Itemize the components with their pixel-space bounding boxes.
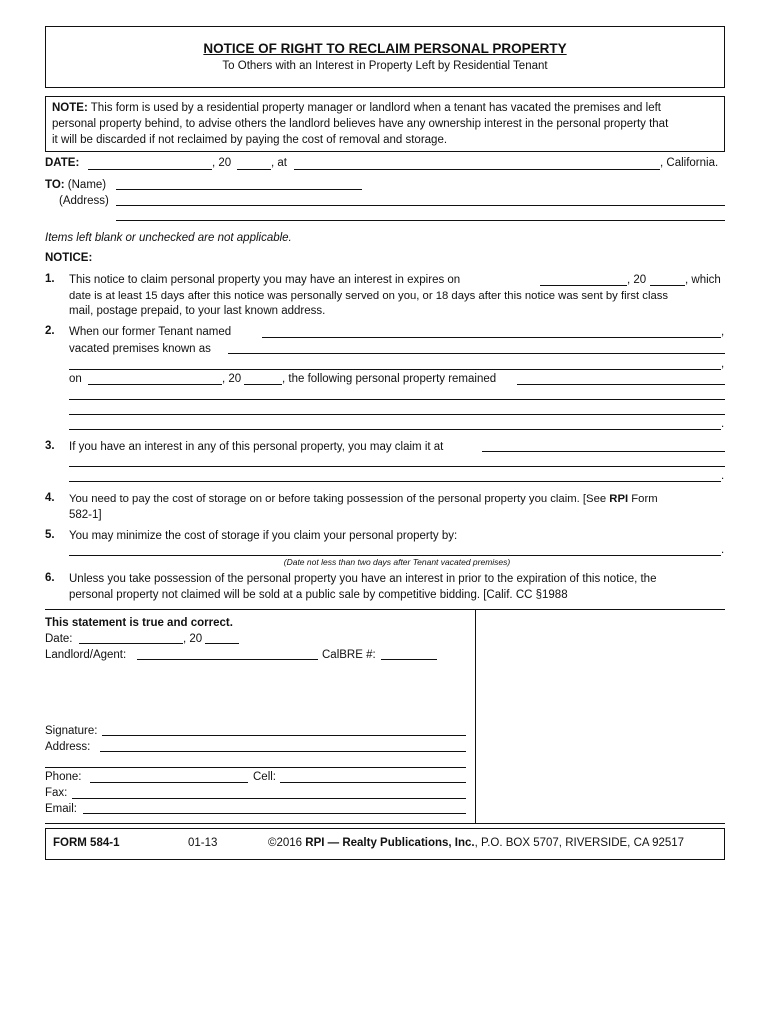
item-2-comma-2: , — [721, 358, 725, 370]
item-3-period: . — [721, 470, 725, 482]
to-label: TO: — [45, 179, 65, 191]
calbre-field[interactable] — [381, 659, 437, 660]
address-field-2[interactable] — [45, 767, 466, 768]
to-name-label: (Name) — [67, 179, 107, 191]
claim-location-field-3[interactable] — [69, 481, 721, 482]
statement-title: This statement is true and correct. — [45, 617, 233, 629]
email-label: Email: — [45, 803, 77, 815]
item-1-expiry-date[interactable] — [540, 285, 627, 286]
section-divider-bottom — [45, 823, 725, 824]
fax-label: Fax: — [45, 787, 68, 799]
date-year-field[interactable] — [237, 169, 271, 170]
note-text-1: This form is used by a residential property manager or landlord when a tenant has vacated the premises and left — [90, 102, 661, 114]
item-1-line-2: date is at least 15 days after this notice was personally served on you, or 18 days after this notice was sent by first class — [69, 290, 669, 302]
note-line-3: it will be discarded if not reclaimed by paying the cost of removal and storage. — [52, 134, 448, 146]
calbre-label: CalBRE #: — [322, 649, 376, 661]
date-year-prefix: , 20 — [212, 157, 232, 169]
statement-date-label: Date: — [45, 633, 73, 645]
phone-label: Phone: — [45, 771, 82, 783]
item-2-comma: , — [721, 326, 725, 338]
note-label: NOTE: — [52, 102, 88, 114]
item-3-number: 3. — [45, 440, 55, 452]
item-1-which: , which — [685, 274, 721, 286]
item-6-line-1: Unless you take possession of the personal property you have an interest in prior to the expiration of this notice, the — [69, 573, 657, 585]
tenant-name-field[interactable] — [262, 337, 721, 338]
item-2-number: 2. — [45, 325, 55, 337]
publisher-address: , P.O. BOX 5707, RIVERSIDE, CA 92517 — [474, 837, 685, 849]
item-5-period: . — [721, 544, 725, 556]
phone-field[interactable] — [90, 782, 248, 783]
section-divider-top — [45, 609, 725, 610]
item-2-tenant-label: When our former Tenant named — [69, 326, 232, 338]
property-field-4[interactable] — [69, 429, 721, 430]
address-field-1[interactable] — [100, 751, 466, 752]
property-field-2[interactable] — [69, 399, 725, 400]
item-1-year-field[interactable] — [650, 285, 685, 286]
item-1-line-3: mail, postage prepaid, to your last known address. — [69, 305, 326, 317]
vacated-date-field[interactable] — [88, 384, 222, 385]
header-box — [45, 26, 725, 88]
copyright-year: ©2016 — [268, 837, 303, 849]
item-5-number: 5. — [45, 529, 55, 541]
city-field[interactable] — [294, 169, 660, 170]
california-label: , California. — [660, 157, 719, 169]
item-6-line-2: personal property not claimed will be sold at a public sale by competitive bidding. [Calif. CC §1988 — [69, 589, 568, 601]
cell-field[interactable] — [280, 782, 466, 783]
premises-field-1[interactable] — [228, 353, 725, 354]
claim-location-field-1[interactable] — [482, 451, 725, 452]
section-divider-middle — [475, 609, 476, 824]
item-4-number: 4. — [45, 492, 55, 504]
publisher-name: RPI — Realty Publications, Inc. — [305, 837, 475, 849]
item-5-hint: (Date not less than two days after Tenant vacated premises) — [283, 557, 511, 567]
statement-year-prefix: , 20 — [183, 633, 203, 645]
to-address-label: (Address) — [59, 195, 109, 207]
form-subtitle: To Others with an Interest in Property Left by Residential Tenant — [222, 60, 548, 72]
to-name-row — [45, 178, 106, 192]
blank-note: Items left blank or unchecked are not applicable. — [45, 232, 292, 244]
signature-field[interactable] — [102, 735, 466, 736]
item-1-text: This notice to claim personal property you may have an interest in expires on — [69, 274, 461, 286]
form-title: NOTICE OF RIGHT TO RECLAIM PERSONAL PROPERTY — [203, 41, 567, 56]
notice-label: NOTICE: — [45, 252, 93, 264]
vacated-year-field[interactable] — [244, 384, 282, 385]
cell-label: Cell: — [253, 771, 277, 783]
item-6-number: 6. — [45, 572, 55, 584]
note-line-1 — [52, 101, 661, 115]
item-5-text: You may minimize the cost of storage if you claim your personal property by: — [69, 530, 458, 542]
item-1-year-prefix: , 20 — [627, 274, 647, 286]
item-3-text: If you have an interest in any of this personal property, you may claim it at — [69, 441, 444, 453]
to-address-field-2[interactable] — [116, 220, 725, 221]
date-at: , at — [271, 157, 287, 169]
item-4-form: Form — [631, 493, 658, 505]
item-1-number: 1. — [45, 273, 55, 285]
property-field-3[interactable] — [69, 414, 725, 415]
statement-year-field[interactable] — [205, 643, 239, 644]
date-label: DATE: — [45, 157, 80, 169]
item-2-premises-label: vacated premises known as — [69, 343, 211, 355]
item-2-property-label: , the following personal property remained — [282, 373, 497, 385]
signature-label: Signature: — [45, 725, 98, 737]
claim-location-field-2[interactable] — [69, 466, 725, 467]
agent-label: Landlord/Agent: — [45, 649, 127, 661]
claim-by-date-field[interactable] — [69, 555, 721, 556]
item-4-line-2: 582-1] — [69, 509, 102, 521]
item-2-period: . — [721, 418, 725, 430]
premises-field-2[interactable] — [69, 369, 721, 370]
item-4-rpi: RPI — [609, 493, 629, 505]
property-field-1[interactable] — [517, 384, 725, 385]
copyright — [268, 836, 684, 850]
form-number: FORM 584-1 — [53, 837, 120, 849]
item-4-line-1 — [69, 492, 658, 506]
item-2-year-prefix: , 20 — [222, 373, 242, 385]
to-name-field[interactable] — [116, 189, 362, 190]
agent-field[interactable] — [137, 659, 318, 660]
date-field[interactable] — [88, 169, 212, 170]
statement-date-field[interactable] — [79, 643, 183, 644]
email-field[interactable] — [83, 813, 466, 814]
address-label: Address: — [45, 741, 91, 753]
note-line-2: personal property behind, to advise others the landlord believes have any ownership interest in the personal property that — [52, 118, 669, 130]
to-address-field-1[interactable] — [116, 205, 725, 206]
fax-field[interactable] — [72, 798, 466, 799]
item-2-on: on — [69, 373, 82, 385]
item-4-text: You need to pay the cost of storage on or before taking possession of the personal property you claim. [See — [69, 493, 607, 505]
form-code: 01-13 — [188, 837, 218, 849]
